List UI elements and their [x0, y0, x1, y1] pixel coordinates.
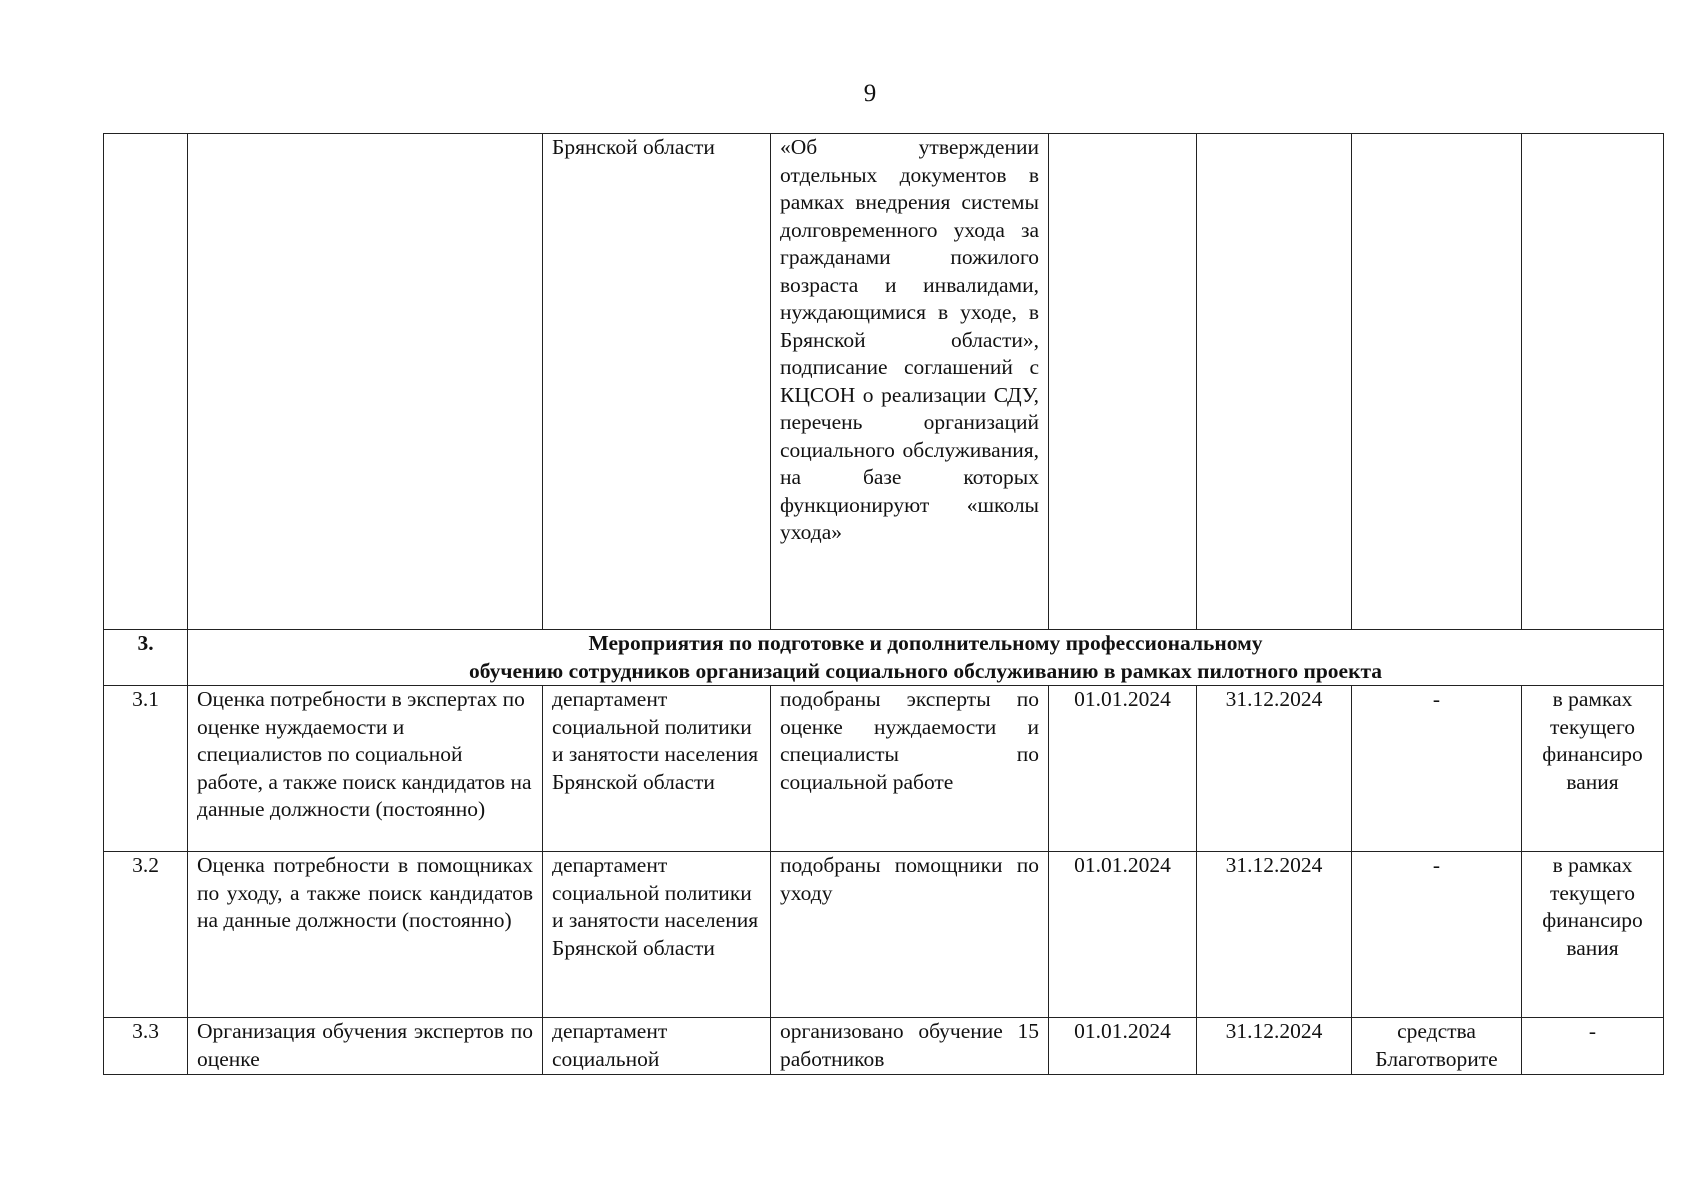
cell-funding: в рамках текущего финансиро вания [1522, 852, 1664, 1018]
table-row-continuation [104, 134, 1664, 630]
cell-funding: в рамках текущего финансиро вания [1522, 686, 1664, 852]
section-title [188, 630, 1664, 686]
cell-num: 3.1 [104, 686, 188, 852]
cell-end: 31.12.2024 [1197, 686, 1352, 852]
table-row [104, 686, 1664, 852]
cell-source: средства Благотворите [1352, 1018, 1522, 1075]
cell-start: 01.01.2024 [1049, 1018, 1197, 1075]
cell-executor: департамент социальной [543, 1018, 771, 1075]
cell-end [1197, 134, 1352, 630]
page-number: 9 [863, 80, 877, 107]
cell-executor: департамент социальной политики и занятости населения Брянской области [543, 852, 771, 1018]
cell-source [1352, 134, 1522, 630]
cell-event: Оценка потребности в помощниках по уходу, а также поиск кандидатов на данные должности (постоянно) [188, 852, 543, 1018]
table-row [104, 852, 1664, 1018]
cell-event: Оценка потребности в экспертах по оценке нуждаемости и специалистов по социальной работе, а также поиск кандидатов на данные должности (постоянно) [188, 686, 543, 852]
cell-start [1049, 134, 1197, 630]
cell-end: 31.12.2024 [1197, 1018, 1352, 1075]
cell-num: 3.2 [104, 852, 188, 1018]
cell-end: 31.12.2024 [1197, 852, 1352, 1018]
cell-funding: - [1522, 1018, 1664, 1075]
cell-num [104, 134, 188, 630]
cell-result: подобраны эксперты по оценке нуждаемости и специалисты по социальной работе [771, 686, 1049, 852]
cell-result: «Об утверждении отдельных документов в рамках внедрения системы долговременного ухода за гражданами пожилого возраста и инвалидами, нуждающимися в уходе, в Брянской области», подписание соглашений с КЦСОН о реализации СДУ, перечень организаций социального обслуживания, на базе которых функционируют «школы ухода» [771, 134, 1049, 630]
cell-event: Организация обучения экспертов по оценке [188, 1018, 543, 1075]
cell-executor: Брянской области [543, 134, 771, 630]
cell-source: - [1352, 686, 1522, 852]
cell-num: 3.3 [104, 1018, 188, 1075]
cell-event [188, 134, 543, 630]
cell-executor: департамент социальной политики и занятости населения Брянской области [543, 686, 771, 852]
cell-source: - [1352, 852, 1522, 1018]
cell-result: организовано обучение 15 работников [771, 1018, 1049, 1075]
section-number: 3. [104, 630, 188, 686]
section-title-line2: обучению сотрудников организаций социального обслуживанию в рамках пилотного проекта [468, 658, 1383, 683]
plan-table [103, 133, 1664, 1075]
cell-start: 01.01.2024 [1049, 686, 1197, 852]
section-title-line1: Мероприятия по подготовке и дополнительному профессиональному [588, 631, 1263, 655]
cell-funding [1522, 134, 1664, 630]
cell-start: 01.01.2024 [1049, 852, 1197, 1018]
table-row [104, 1018, 1664, 1075]
section-header-row [104, 630, 1664, 686]
cell-result: подобраны помощники по уходу [771, 852, 1049, 1018]
